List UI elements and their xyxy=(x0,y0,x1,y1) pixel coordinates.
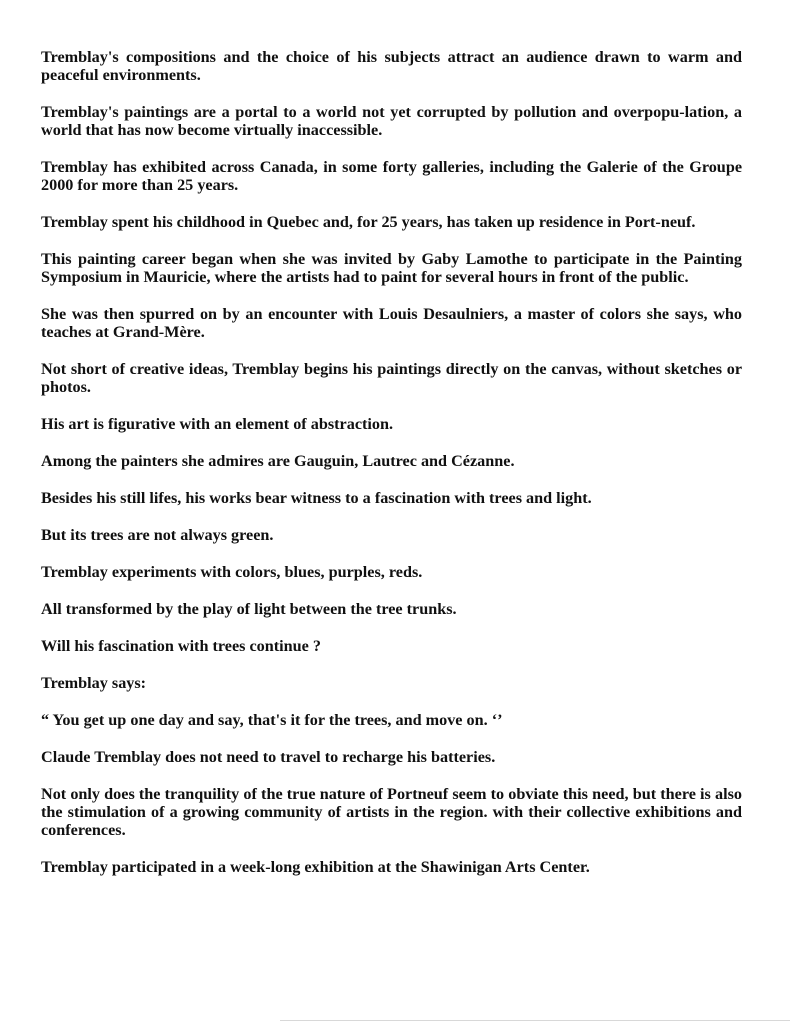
document-page xyxy=(41,48,742,895)
paragraph-no-travel: Claude Tremblay does not need to travel to recharge his batteries. xyxy=(41,748,496,766)
paragraph-colors: Tremblay experiments with colors, blues, purples, reds. xyxy=(41,563,423,581)
paragraph-tranquility: Not only does the tranquility of the true nature of Portneuf seem to obviate this need, but there is also the stimulation of a growing community of artists in the region. with their collective exhibitions and conferences. xyxy=(41,785,742,839)
paragraph-admires: Among the painters she admires are Gauguin, Lautrec and Cézanne. xyxy=(41,452,515,470)
paragraph-figurative: His art is figurative with an element of abstraction. xyxy=(41,415,394,433)
paragraph-quote: “ You get up one day and say, that's it for the trees, and move on. ‘’ xyxy=(41,711,503,729)
paragraph-childhood: Tremblay spent his childhood in Quebec and, for 25 years, has taken up residence in Port-neuf. xyxy=(41,213,696,231)
paragraph-portal: Tremblay's paintings are a portal to a world not yet corrupted by pollution and overpopu-lation, a world that has now become virtually inaccessible. xyxy=(41,103,742,139)
paragraph-creative-ideas: Not short of creative ideas, Tremblay begins his paintings directly on the canvas, without sketches or photos. xyxy=(41,360,742,396)
paragraph-question: Will his fascination with trees continue ? xyxy=(41,637,322,655)
bottom-edge-line xyxy=(280,1020,790,1021)
paragraph-career: This painting career began when she was invited by Gaby Lamothe to participate in the Painting Symposium in Mauricie, where the artists had to paint for several hours in front of the public. xyxy=(41,250,742,286)
paragraph-shawinigan: Tremblay participated in a week-long exhibition at the Shawinigan Arts Center. xyxy=(41,858,590,876)
paragraph-not-green: But its trees are not always green. xyxy=(41,526,274,544)
paragraph-compositions: Tremblay's compositions and the choice of his subjects attract an audience drawn to warm and peaceful environments. xyxy=(41,48,742,84)
paragraph-exhibited: Tremblay has exhibited across Canada, in some forty galleries, including the Galerie of the Groupe 2000 for more than 25 years. xyxy=(41,158,742,194)
paragraph-encounter: She was then spurred on by an encounter with Louis Desaulniers, a master of colors she says, who teaches at Grand-Mère. xyxy=(41,305,742,341)
paragraph-play-of-light: All transformed by the play of light between the tree trunks. xyxy=(41,600,457,618)
paragraph-says: Tremblay says: xyxy=(41,674,147,692)
paragraph-still-lifes: Besides his still lifes, his works bear witness to a fascination with trees and light. xyxy=(41,489,592,507)
